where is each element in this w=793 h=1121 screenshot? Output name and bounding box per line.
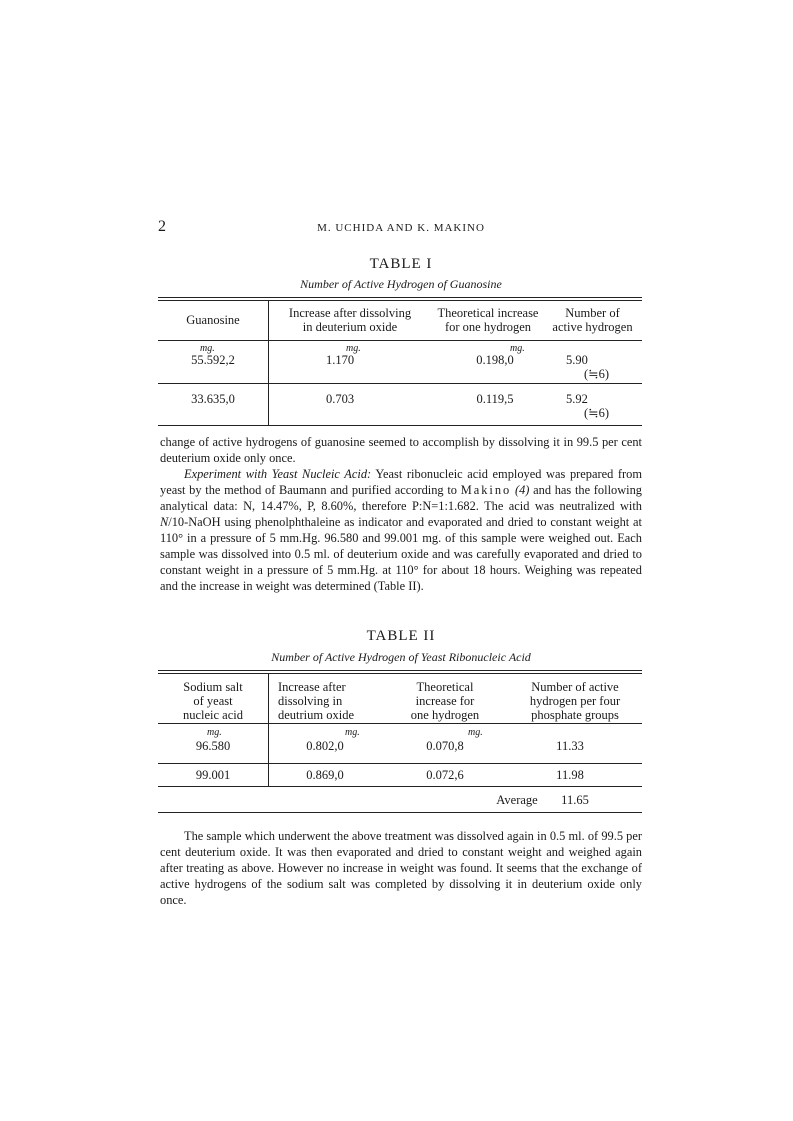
- table2-rule-avg: [158, 786, 642, 787]
- table1-header-guanosine: Guanosine: [186, 313, 240, 327]
- table2-row1-theoretical: 0.070,8: [426, 739, 464, 753]
- table2-row2-number: 11.98: [556, 768, 584, 782]
- table2-rule-header: [158, 723, 642, 724]
- table2-header-sample: Sodium salt of yeast nucleic acid: [182, 680, 244, 722]
- author-name: Makino: [460, 483, 512, 497]
- table1-row1-sample: 55.592,2: [191, 353, 235, 367]
- table2-header-number: Number of active hydrogen per four phosphate groups: [529, 680, 621, 722]
- table2-unit-increase: mg.: [345, 727, 360, 738]
- running-head: M. UCHIDA AND K. MAKINO: [317, 222, 485, 234]
- paragraph-guanosine: change of active hydrogens of guanosine seemed to accomplish by dissolving it in 99.5 per cent deuterium oxide only once.: [160, 435, 642, 465]
- table2-unit-sample: mg.: [207, 727, 222, 738]
- table1-row1-approx: (≒6): [584, 367, 610, 381]
- table2-row2-theoretical: 0.072,6: [426, 768, 464, 782]
- table2-row1-sample: 96.580: [195, 739, 231, 753]
- table2-row2-increase: 0.869,0: [306, 768, 344, 782]
- table1-rule-header: [158, 340, 642, 341]
- table1-header-theoretical: Theoretical increase for one hydrogen: [437, 306, 539, 334]
- table2-caption: TABLE II: [366, 628, 436, 644]
- table2-rule-mid: [158, 763, 642, 764]
- table2-rule-top: [158, 670, 642, 671]
- body-text-2: [160, 828, 642, 908]
- table2-header-theoretical: Theoretical increase for one hydrogen: [410, 680, 480, 722]
- paragraph-experiment: Experiment with Yeast Nucleic Acid: Yeast ribonucleic acid employed was prepared from yeast by the method of Baumann and purified according to Makino (4) and has the following analytical data: N, 14.47%, P, 8.60%, therefore P:N=1:1.682. The acid was neutralized with N/10-NaOH using phenolphthaleine as indicator and evaporated and dried to constant weight at 110° in a pressure of 5 mm.Hg. 96.580 and 99.001 mg. of this sample were weighed out. Each sample was dissolved into 0.5 ml. of deuterium oxide and was carefully evaporated and dried to constant weight in a pressure of 5 mm.Hg. at 110° for about 18 hours. Weighing was repeated and the increase in weight was determined (Table II).: [160, 467, 643, 593]
- table2-unit-theoretical: mg.: [468, 727, 483, 738]
- table1-col-divider: [268, 300, 269, 425]
- paragraph-conclusion: The sample which underwent the above treatment was dissolved again in 0.5 ml. of 99.5 per cent deuterium oxide. It was then evaporated and dried to constant weight and weighed again after treating as above. However no increase in weight was found. It seems that the exchange of active hydrogens of the sodium salt was completed by dissolving it in deuterium oxide only once.: [160, 829, 642, 907]
- table1-row2-number: 5.92: [566, 392, 588, 406]
- table1-row1-increase: 1.170: [325, 353, 355, 367]
- table1-rule-mid: [158, 383, 642, 384]
- table2-row1-increase: 0.802,0: [306, 739, 344, 753]
- table1-rule-top2: [158, 300, 642, 301]
- experiment-label: Experiment with Yeast Nucleic Acid:: [184, 467, 372, 481]
- table1-row2-theoretical: 0.119,5: [476, 392, 514, 406]
- table1-rule-bottom: [158, 425, 642, 426]
- table1-caption: TABLE I: [369, 256, 433, 272]
- table2-row2-sample: 99.001: [195, 768, 231, 782]
- table1-row2-approx: (≒6): [584, 406, 610, 420]
- body-text-1: [160, 434, 642, 594]
- table1-row2-sample: 33.635,0: [191, 392, 235, 406]
- table1-unit-theoretical: mg.: [510, 343, 525, 354]
- table1-row1-number: 5.90: [566, 353, 588, 367]
- table1-header-number: Number of active hydrogen: [552, 306, 633, 334]
- table2-subtitle: Number of Active Hydrogen of Yeast Ribonucleic Acid: [271, 650, 531, 664]
- table2-col-divider: [268, 673, 269, 786]
- table1-row2-increase: 0.703: [325, 392, 355, 406]
- table2-row1-number: 11.33: [556, 739, 584, 753]
- table1-row1-theoretical: 0.198,0: [476, 353, 514, 367]
- table2-rule-top2: [158, 673, 642, 674]
- table2-rule-bottom: [158, 812, 642, 813]
- reference-marker: (4): [514, 483, 530, 497]
- table2-average-label: Average: [496, 793, 538, 807]
- table1-unit-increase: mg.: [346, 343, 361, 354]
- page-number: 2: [158, 218, 166, 235]
- table2-average-value: 11.65: [561, 793, 589, 807]
- table1-subtitle: Number of Active Hydrogen of Guanosine: [300, 277, 502, 291]
- table1-unit-sample: mg.: [200, 343, 215, 354]
- table1-rule-top: [158, 297, 642, 298]
- table2-header-increase: Increase after dissolving in deutrium oxide: [278, 680, 355, 722]
- table1-header-increase: Increase after dissolving in deuterium oxide: [288, 306, 412, 334]
